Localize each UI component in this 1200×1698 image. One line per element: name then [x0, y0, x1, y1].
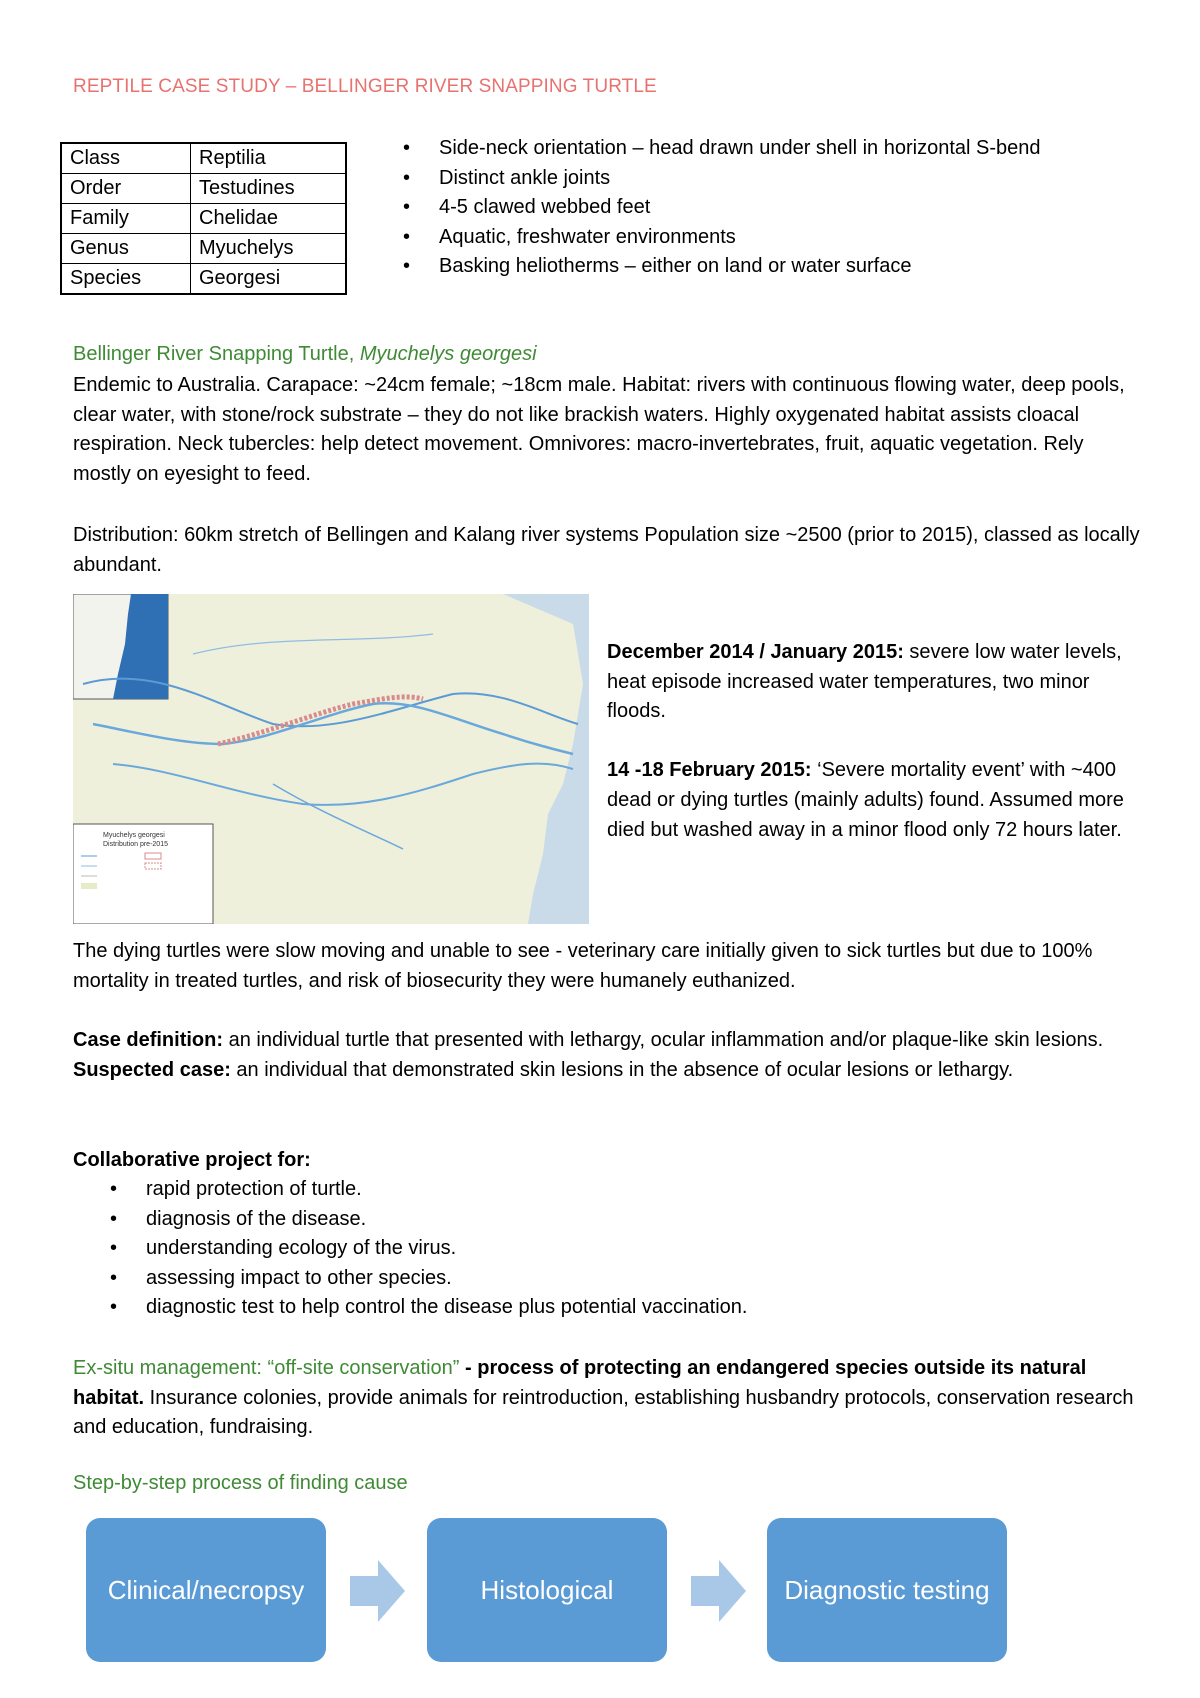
list-item: • assessing impact to other species. [73, 1264, 747, 1294]
table-row [61, 234, 346, 264]
suspected-case-label: Suspected case: [73, 1058, 231, 1081]
common-name: Bellinger River Snapping Turtle, [73, 343, 355, 365]
event-date: 14 -18 February 2015: [607, 759, 812, 782]
value-cell: Chelidae [191, 204, 347, 234]
collab-heading-text: Collaborative project for: [73, 1149, 311, 1171]
distribution-text: Distribution: 60km stretch of Bellingen and Kalang river systems Population size ~2500 (prior to 2015), classed as locally abundant. [73, 524, 1140, 576]
rank-cell: Class [61, 143, 191, 174]
list-item: • rapid protection of turtle. [73, 1175, 747, 1205]
exsitu-text: Insurance colonies, provide animals for reintroduction, establishing husbandry protocols, conservation research and education, fundraising. [73, 1386, 1134, 1439]
case-definitions [73, 1026, 1148, 1085]
list-item: • Distinct ankle joints [403, 164, 1041, 194]
value-cell: Georgesi [191, 264, 347, 295]
species-description: Endemic to Australia. Carapace: ~24cm female; ~18cm male. Habitat: rivers with continuous flowing water, deep pools, clear water, with stone/rock substrate – they do not like brackish waters. Highly oxygenated habitat assists cloacal respiration. Neck tubercles: help detect movement. Omnivores: macro-invertebrates, fruit, aquatic vegetation. Rely mostly on eyesight to feed. [73, 374, 1125, 485]
step-box-histological: Histological [427, 1518, 667, 1662]
map-graphic [73, 594, 589, 924]
case-definition [73, 1026, 1148, 1056]
rank-cell: Order [61, 174, 191, 204]
exsitu-paragraph [73, 1354, 1148, 1443]
event-text: severe low water levels, heat episode increased water temperatures, two minor floods. [607, 641, 1122, 723]
event-date: December 2014 / January 2015: [607, 641, 904, 663]
rank-cell: Family [61, 204, 191, 234]
table-row [61, 174, 346, 204]
collab-heading [73, 1146, 311, 1176]
rank-cell: Species [61, 264, 191, 295]
suspected-case-text: an individual that demonstrated skin lesions in the absence of ocular lesions or lethargy. [230, 1058, 1014, 1081]
case-definition-label: Case definition: [73, 1029, 224, 1051]
distribution-map [73, 594, 589, 924]
rank-cell: Genus [61, 234, 191, 264]
case-definition-text: an individual turtle that presented with lethargy, ocular inflammation and/or plaque-like skin lesions. [223, 1029, 1104, 1051]
feature-list [403, 134, 1041, 282]
list-item: • 4-5 clawed webbed feet [403, 193, 1041, 223]
arrow-right-icon [691, 1560, 746, 1622]
dying-turtles-text: The dying turtles were slow moving and unable to see - veterinary care initially given to sick turtles but due to 100% mortality in treated turtles, and risk of biosecurity they were humanely euthanized. [73, 940, 1093, 992]
value-cell: Reptilia [191, 143, 347, 174]
list-item: • diagnosis of the disease. [73, 1205, 747, 1235]
taxonomy-table [60, 142, 347, 295]
list-item: • Aquatic, freshwater environments [403, 223, 1041, 253]
table-row [61, 264, 346, 295]
value-cell: Testudines [191, 174, 347, 204]
table-row [61, 204, 346, 234]
scientific-name: Myuchelys georgesi [359, 343, 537, 365]
event-feb-2015 [607, 756, 1147, 845]
step-heading: Step-by-step process of finding cause [73, 1472, 408, 1494]
step-box-clinical: Clinical/necropsy [86, 1518, 326, 1662]
map-legend-subtitle: Distribution pre-2015 [103, 841, 168, 848]
event-dec-2014 [607, 638, 1147, 727]
list-item: • Side-neck orientation – head drawn under shell in horizontal S-bend [403, 134, 1041, 164]
collab-list [73, 1175, 747, 1323]
exsitu-label: Ex-situ management: “off-site conservation” [73, 1357, 460, 1379]
suspected-case [73, 1056, 1148, 1086]
table-row [61, 143, 346, 174]
list-item: • Basking heliotherms – either on land or water surface [403, 252, 1041, 282]
arrow-right-icon [350, 1560, 405, 1622]
events-panel [607, 638, 1147, 845]
list-item: • diagnostic test to help control the disease plus potential vaccination. [73, 1293, 747, 1323]
species-heading [73, 343, 537, 366]
page-title: REPTILE CASE STUDY – BELLINGER RIVER SNAPPING TURTLE [73, 76, 657, 97]
value-cell: Myuchelys [191, 234, 347, 264]
event-text: ‘Severe mortality event’ with ~400 dead or dying turtles (mainly adults) found. Assumed more died but washed away in a minor flood only 72 hours later. [607, 759, 1124, 841]
exsitu-bold: - process of protecting an endangered species outside its natural habitat. [73, 1357, 1087, 1409]
step-box-diagnostic: Diagnostic testing [767, 1518, 1007, 1662]
list-item: • understanding ecology of the virus. [73, 1234, 747, 1264]
map-legend-title: Myuchelys georgesi [103, 832, 165, 839]
